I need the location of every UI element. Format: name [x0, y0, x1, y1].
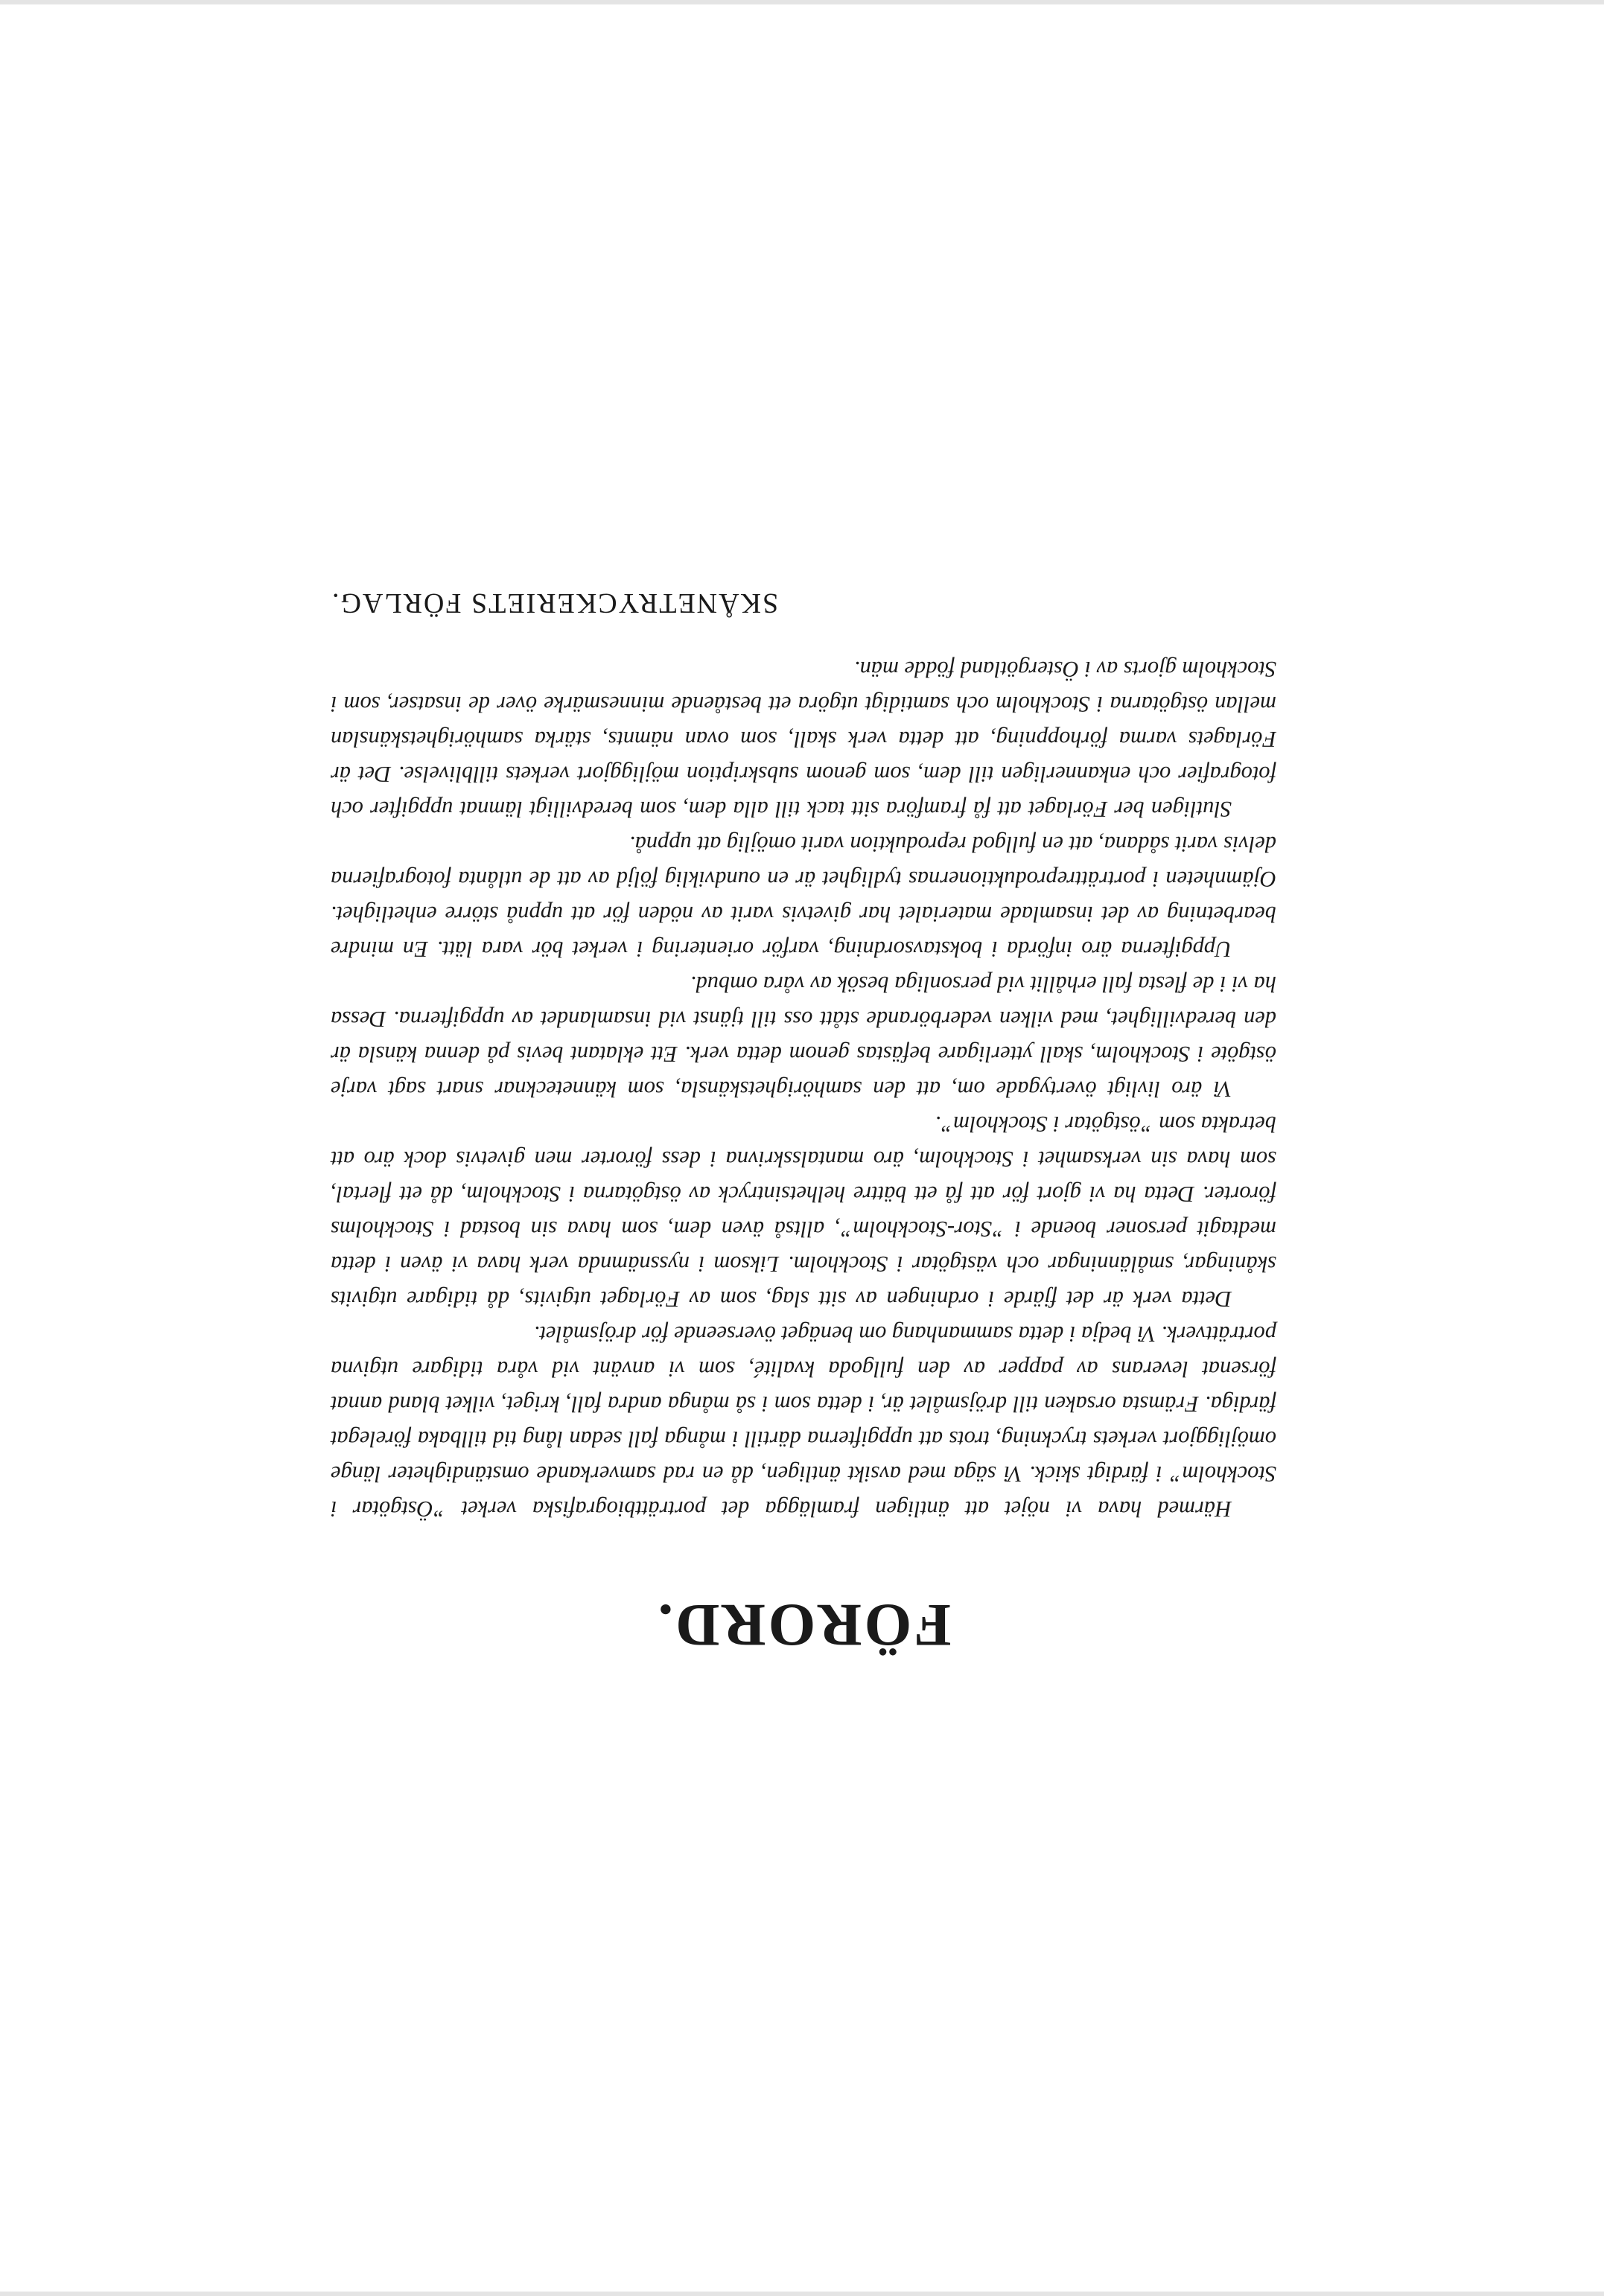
paragraph-2: Detta verk är det fjärde i ordningen av sitt slag, som av Förlaget utgivits, då tidigare utgivits skåningar, smålänningar och västgötar i Stockholm. Liksom i nyssnämnda verk hava vi även i detta medtagit personer boende i ”Stor-Stockholm”, alltså även dem, som hava sin bostad i Stockholms förorter. Detta ha vi gjort för att få ett bättre helhetsintryck av östgötarna i Stockholm, då ett flertal, som hava sin verksamhet i Stockholm, äro mantalsskrivna i dess förorter men givetvis dock äro att betrakta som ”östgötar i Stockholm”.: [331, 1112, 1276, 1312]
paragraph-1: Härmed hava vi nöjet att äntligen framlägga det porträttbiografiska verket ”Östgötar i Stockholm” i färdigt skick. Vi säga med avsikt äntligen, då en rad samverkande omständigheter länge omöjliggjort verkets tryckning, trots att uppgifterna därtill i många fall sedan lång tid tillbaka förelegat färdiga. Främsta orsaken till dröjsmålet är, i detta som i så många andra fall, kriget, vilket bland annat försenat leverans av papper av den fullgoda kvalité, som vi använt vid våra tidigare utgivna porträttverk. Vi bedja i detta sammanhang om benäget överseende för dröjsmålet.: [331, 1321, 1276, 1522]
paragraph-5: Slutligen ber Förlaget att få framföra sitt tack till alla dem, som beredvilligt lämnat uppgifter och fotografier och enkannerligen till dem, som genom subskription möjliggjort verkets tillblivelse. Det är Förlagets varma förhoppning, att detta verk skall, som ovan nämnts, stärka samhörighetskänslan mellan östgötarna i Stockholm och samtidigt utgöra ett bestående minnesmärke över de insatser, som i Stockholm gjorts av i Östergötland födde män.: [331, 657, 1276, 822]
paragraph-3: Vi äro livligt övertygade om, att den samhörighetskänsla, som kännetecknar snart sagt varje östgöte i Stockholm, skall ytterligare befästas genom detta verk. Ett eklatant bevis på denna känsla är den beredvillighet, med vilken vederbörande stått oss till tjänst vid insamlandet av uppgifterna. Dessa ha vi i de flesta fall erhållit vid personliga besök av våra ombud.: [331, 972, 1276, 1102]
publisher-signature: SKÅNETRYCKERIETS FÖRLAG.: [331, 587, 779, 619]
preface-title: FÖRORD.: [655, 1592, 952, 1659]
paragraph-4: Uppgifterna äro införda i bokstavsordning, varför orientering i verket bör vara lätt. En mindre bearbetning av det insamlade materialet har givetvis varit av nöden för att uppnå större enhetlighet. Ojämnheten i porträttreproduktionernas tydlighet är en oundviklig följd av att de utlånta fotografierna delvis varit sådana, att en fullgod reproduktion varit omöjlig att uppnå.: [331, 832, 1276, 962]
preface-content: [331, 587, 1276, 1659]
